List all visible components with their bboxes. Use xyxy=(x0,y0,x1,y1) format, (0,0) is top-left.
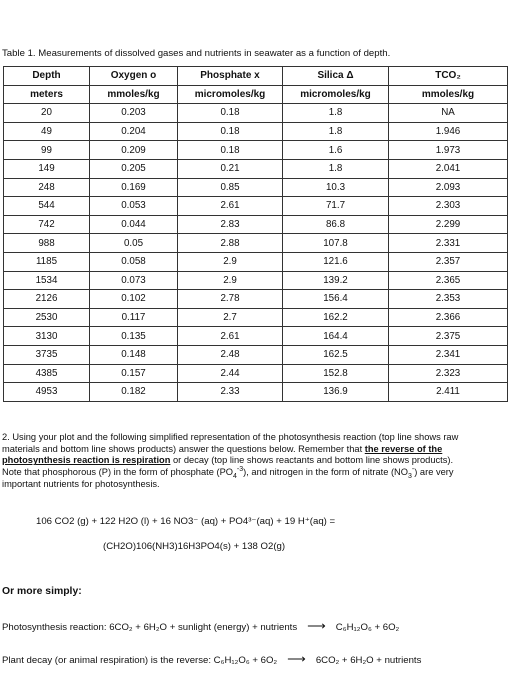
photosynthesis-reaction xyxy=(2,618,399,634)
table-row xyxy=(4,271,508,290)
header-row-names xyxy=(4,67,508,86)
cell-depth: 99 xyxy=(4,141,90,160)
table-row xyxy=(4,215,508,234)
header-tco2: TCO₂ xyxy=(389,67,508,86)
cell-phosphate: 2.7 xyxy=(178,308,283,327)
cell-silica: 71.7 xyxy=(283,197,389,216)
cell-tco2: 2.357 xyxy=(389,252,508,271)
cell-tco2: 2.303 xyxy=(389,197,508,216)
table-row xyxy=(4,122,508,141)
unit-depth: meters xyxy=(4,85,90,104)
cell-silica: 162.5 xyxy=(283,345,389,364)
cell-silica: 156.4 xyxy=(283,290,389,309)
equation-line-2: (CH2O)106(NH3)16H3PO4(s) + 138 O2(g) xyxy=(103,541,286,552)
cell-silica: 10.3 xyxy=(283,178,389,197)
cell-depth: 2530 xyxy=(4,308,90,327)
decay-reaction xyxy=(2,651,421,667)
cell-silica: 162.2 xyxy=(283,308,389,327)
cell-depth: 1185 xyxy=(4,252,90,271)
table-body xyxy=(4,104,508,402)
cell-phosphate: 2.9 xyxy=(178,271,283,290)
cell-depth: 4953 xyxy=(4,383,90,402)
cell-oxygen: 0.053 xyxy=(90,197,178,216)
cell-phosphate: 0.18 xyxy=(178,141,283,160)
q2-bold-underline: the reverse of the photosynthesis reaction is respiration xyxy=(2,443,443,466)
unit-tco2: mmoles/kg xyxy=(389,85,508,104)
cell-phosphate: 2.88 xyxy=(178,234,283,253)
cell-depth: 742 xyxy=(4,215,90,234)
cell-silica: 152.8 xyxy=(283,364,389,383)
cell-oxygen: 0.157 xyxy=(90,364,178,383)
table-row xyxy=(4,383,508,402)
cell-oxygen: 0.044 xyxy=(90,215,178,234)
table-header xyxy=(4,67,508,104)
photosynthesis-products: C₆H₁₂O₆ + 6O₂ xyxy=(335,622,400,633)
cell-oxygen: 0.182 xyxy=(90,383,178,402)
cell-depth: 149 xyxy=(4,159,90,178)
cell-depth: 544 xyxy=(4,197,90,216)
cell-oxygen: 0.205 xyxy=(90,159,178,178)
cell-depth: 49 xyxy=(4,122,90,141)
unit-silica: micromoles/kg xyxy=(283,85,389,104)
cell-oxygen: 0.102 xyxy=(90,290,178,309)
cell-silica: 139.2 xyxy=(283,271,389,290)
q2-part1: 2. Using your plot and the following simplified representation of the photosynthesis reaction (top line shows raw materials and bottom line shows products) answer the questions below. Remember that xyxy=(2,432,459,454)
cell-depth: 3130 xyxy=(4,327,90,346)
cell-phosphate: 0.21 xyxy=(178,159,283,178)
table-row xyxy=(4,141,508,160)
right-arrow-icon: ⟶ xyxy=(307,618,326,633)
cell-oxygen: 0.058 xyxy=(90,252,178,271)
table-row xyxy=(4,290,508,309)
table-row xyxy=(4,364,508,383)
cell-phosphate: 2.61 xyxy=(178,197,283,216)
cell-phosphate: 2.61 xyxy=(178,327,283,346)
cell-silica: 1.6 xyxy=(283,141,389,160)
cell-depth: 2126 xyxy=(4,290,90,309)
cell-depth: 1534 xyxy=(4,271,90,290)
measurements-table xyxy=(3,66,508,402)
cell-depth: 248 xyxy=(4,178,90,197)
cell-oxygen: 0.203 xyxy=(90,104,178,123)
cell-oxygen: 0.204 xyxy=(90,122,178,141)
table-row xyxy=(4,327,508,346)
cell-tco2: 2.331 xyxy=(389,234,508,253)
cell-phosphate: 0.18 xyxy=(178,122,283,141)
cell-depth: 988 xyxy=(4,234,90,253)
cell-phosphate: 2.83 xyxy=(178,215,283,234)
cell-tco2: 2.365 xyxy=(389,271,508,290)
table-row xyxy=(4,197,508,216)
cell-silica: 86.8 xyxy=(283,215,389,234)
cell-phosphate: 2.48 xyxy=(178,345,283,364)
table-row xyxy=(4,252,508,271)
header-row-units xyxy=(4,85,508,104)
cell-tco2: 2.375 xyxy=(389,327,508,346)
cell-silica: 1.8 xyxy=(283,159,389,178)
cell-oxygen: 0.117 xyxy=(90,308,178,327)
cell-silica: 121.6 xyxy=(283,252,389,271)
cell-oxygen: 0.073 xyxy=(90,271,178,290)
cell-tco2: 2.411 xyxy=(389,383,508,402)
unit-oxygen: mmoles/kg xyxy=(90,85,178,104)
cell-tco2: 2.041 xyxy=(389,159,508,178)
question-2-text: 2. Using your plot and the following simplified representation of the photosynthesis reaction (top line shows raw materials and bottom line shows products) answer the questions below. Remember that the reverse of the photosynthesis reaction is respiration or decay (top line shows reactants and bottom line shows products). Note that phosphorous (P) in the form of phosphate $(PO_4^{-3})$, and nitrogen in the form of nitrate $(NO_3^-)$ are very important nutrients for photosynthesis. xyxy=(2,432,459,489)
cell-oxygen: 0.169 xyxy=(90,178,178,197)
right-arrow-icon: ⟶ xyxy=(287,651,306,666)
header-oxygen: Oxygen o xyxy=(90,67,178,86)
cell-tco2: NA xyxy=(389,104,508,123)
cell-phosphate: 2.78 xyxy=(178,290,283,309)
header-silica: Silica Δ xyxy=(283,67,389,86)
q2-part2: or decay (top line shows reactants and bottom line shows products). Note that phosphorous (P) in the form of phosphate (PO xyxy=(2,455,454,478)
table-row xyxy=(4,345,508,364)
photosynthesis-reactants: Photosynthesis reaction: 6CO₂ + 6H₂O + sunlight (energy) + nutrients xyxy=(2,622,298,633)
decay-products: 6CO₂ + 6H₂O + nutrients xyxy=(315,655,422,666)
cell-silica: 1.8 xyxy=(283,104,389,123)
cell-oxygen: 0.148 xyxy=(90,345,178,364)
cell-phosphate: 2.9 xyxy=(178,252,283,271)
decay-reactants: Plant decay (or animal respiration) is the reverse: C₆H₁₂O₆ + 6O₂ xyxy=(2,655,278,666)
table-row xyxy=(4,308,508,327)
table-row xyxy=(4,104,508,123)
cell-oxygen: 0.05 xyxy=(90,234,178,253)
equation-line-1: 106 CO2 (g) + 122 H2O (l) + 16 NO3⁻ (aq) + PO4³⁻(aq) + 19 H⁺(aq) = xyxy=(36,516,336,527)
cell-depth: 4385 xyxy=(4,364,90,383)
cell-phosphate: 0.18 xyxy=(178,104,283,123)
table-row xyxy=(4,178,508,197)
cell-tco2: 1.946 xyxy=(389,122,508,141)
cell-tco2: 2.366 xyxy=(389,308,508,327)
cell-tco2: 2.341 xyxy=(389,345,508,364)
or-more-simply-heading: Or more simply: xyxy=(2,586,82,597)
cell-silica: 107.8 xyxy=(283,234,389,253)
table-row xyxy=(4,234,508,253)
cell-phosphate: 2.33 xyxy=(178,383,283,402)
table-row xyxy=(4,159,508,178)
cell-tco2: 2.353 xyxy=(389,290,508,309)
unit-phosphate: micromoles/kg xyxy=(178,85,283,104)
cell-oxygen: 0.135 xyxy=(90,327,178,346)
cell-tco2: 2.093 xyxy=(389,178,508,197)
cell-tco2: 2.323 xyxy=(389,364,508,383)
header-phosphate: Phosphate x xyxy=(178,67,283,86)
cell-silica: 136.9 xyxy=(283,383,389,402)
cell-phosphate: 0.85 xyxy=(178,178,283,197)
cell-depth: 3735 xyxy=(4,345,90,364)
header-depth: Depth xyxy=(4,67,90,86)
cell-silica: 164.4 xyxy=(283,327,389,346)
q2-part3: ), and nitrogen in the form of nitrate (NO xyxy=(243,467,408,478)
cell-oxygen: 0.209 xyxy=(90,141,178,160)
cell-tco2: 2.299 xyxy=(389,215,508,234)
cell-tco2: 1.973 xyxy=(389,141,508,160)
cell-phosphate: 2.44 xyxy=(178,364,283,383)
cell-depth: 20 xyxy=(4,104,90,123)
q2-part4: ) are very important nutrients for photosynthesis. xyxy=(2,467,454,489)
cell-silica: 1.8 xyxy=(283,122,389,141)
table-caption: Table 1. Measurements of dissolved gases and nutrients in seawater as a function of depth. xyxy=(2,48,391,59)
